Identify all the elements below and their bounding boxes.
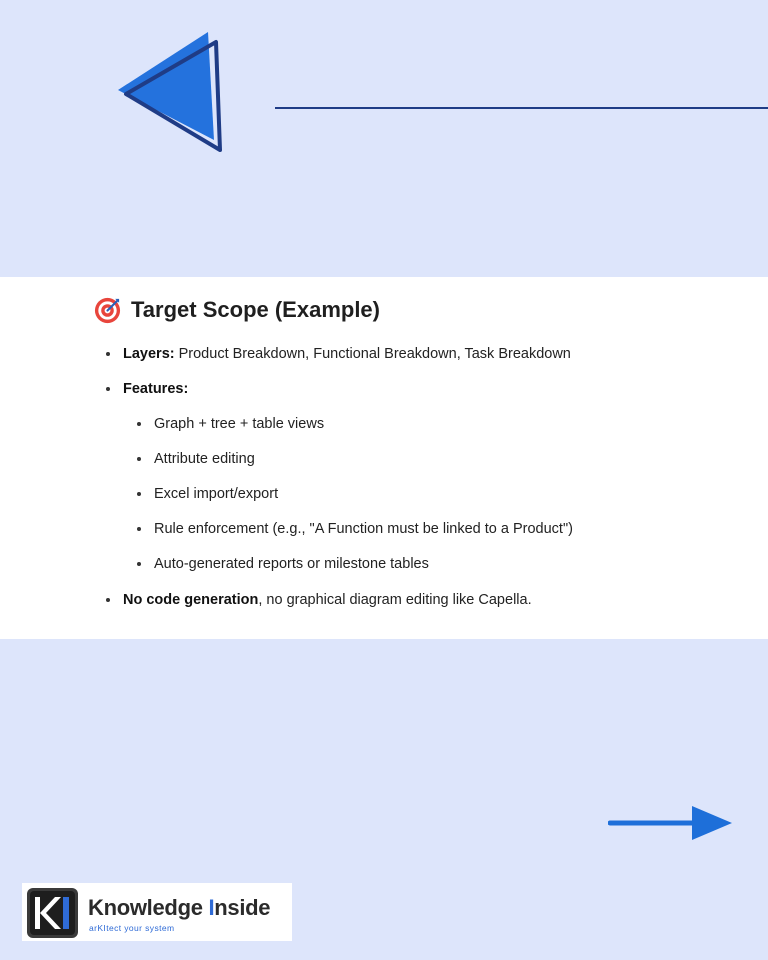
list-item: [123, 380, 188, 398]
decorative-triangle-shape: [112, 28, 232, 158]
item-text: Auto-generated reports or milestone tables: [154, 556, 429, 572]
content-card: [0, 277, 768, 639]
list-item: [123, 345, 571, 363]
ki-logo-mark: [26, 887, 79, 939]
sub-list-item: [154, 450, 255, 468]
item-text: Excel import/export: [154, 486, 279, 502]
sub-list-item: [154, 485, 278, 503]
section-header: [93, 293, 380, 327]
item-text: , no graphical diagram editing like Capella.: [258, 592, 532, 608]
decorative-line: [275, 107, 768, 109]
list-item: [123, 591, 532, 609]
company-logo: [22, 883, 292, 941]
item-text: Product Breakdown, Functional Breakdown, Task Breakdown: [174, 346, 571, 362]
sub-list-item: [154, 555, 429, 573]
item-text: Attribute editing: [154, 451, 255, 467]
sub-list-item: [154, 415, 324, 433]
sub-list-item: [154, 520, 573, 538]
item-text: Graph + tree + table views: [154, 416, 325, 432]
section-title: Target Scope (Example): [131, 297, 380, 322]
item-label: Layers:: [123, 346, 175, 362]
item-text: Rule enforcement (e.g., "A Function must be linked to a Product"): [154, 521, 573, 537]
item-label: Features:: [123, 381, 189, 397]
logo-tagline: arKItect your system: [89, 923, 175, 933]
item-label: No code generation: [123, 592, 259, 608]
target-icon: [93, 296, 122, 325]
next-arrow-icon[interactable]: [608, 803, 734, 843]
logo-wordmark: Knowledge Inside: [88, 895, 271, 920]
